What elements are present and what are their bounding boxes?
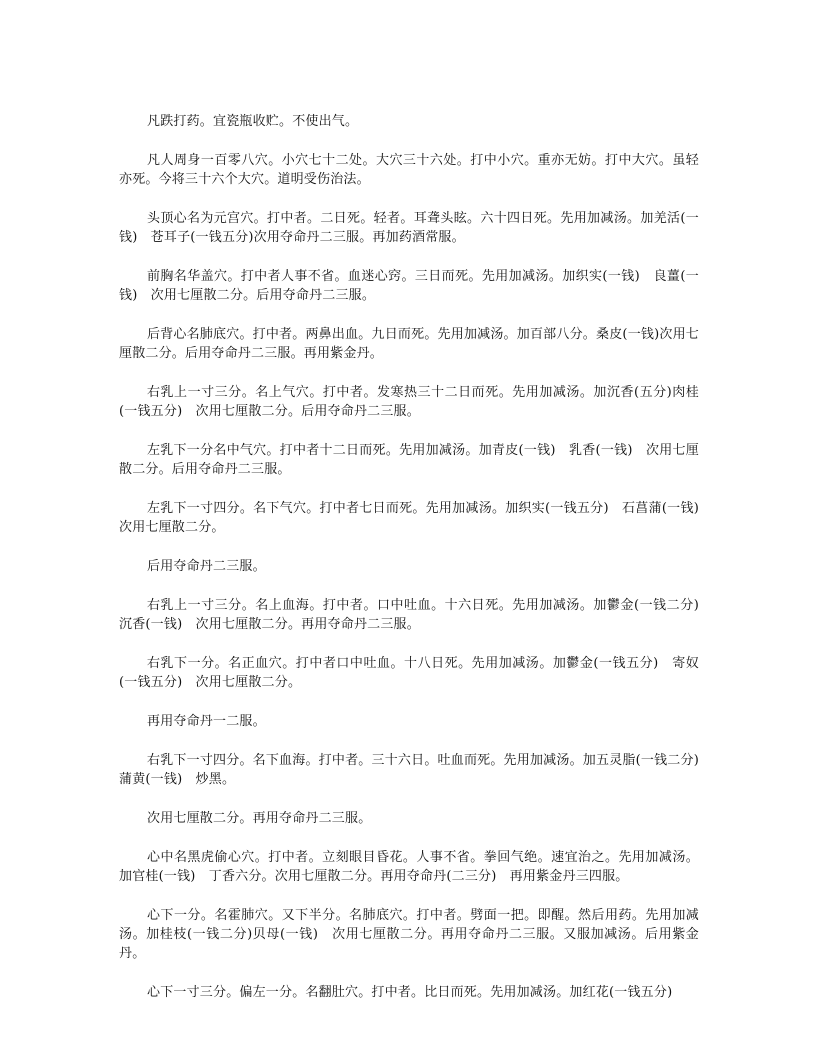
paragraph: 右乳下一寸四分。名下血海。打中者。三十六日。吐血而死。先用加减汤。加五灵脂(一钱二分) 蒲黄(一钱) 炒黑。 — [119, 753, 713, 787]
paragraph: 再用夺命丹一二服。 — [147, 714, 266, 729]
paragraph: 头顶心名为元宫穴。打中者。二日死。轻者。耳聋头眩。六十四日死。先用加减汤。加羌活(一钱) 苍耳子(一钱五分)次用夺命丹二三服。再加药酒常服。 — [119, 211, 699, 245]
paragraph: 次用七厘散二分。再用夺命丹二三服。 — [147, 811, 372, 826]
paragraph: 左乳下一寸四分。名下气穴。打中者七日而死。先用加减汤。加织实(一钱五分) 石菖蒲(一钱) 次用七厘散二分。 — [119, 501, 713, 535]
paragraph: 凡跌打药。宜瓷瓶收贮。不使出气。 — [147, 114, 359, 129]
paragraph: 心中名黑虎偷心穴。打中者。立刻眼目昏花。人事不省。拳回气绝。速宜治之。先用加减汤。加官桂(一钱) 丁香六分。次用七厘散二分。再用夺命丹(二三分) 再用紫金丹三四服。 — [119, 850, 699, 884]
paragraph: 右乳上一寸三分。名上血海。打中者。口中吐血。十六日死。先用加减汤。加鬱金(一钱二分) 沉香(一钱) 次用七厘散二分。再用夺命丹二三服。 — [119, 598, 713, 632]
paragraph: 凡人周身一百零八穴。小穴七十二处。大穴三十六处。打中小穴。重亦无妨。打中大穴。虽轻亦死。今将三十六个大穴。道明受伤治法。 — [119, 153, 699, 187]
paragraph: 心下一寸三分。偏左一分。名翻肚穴。打中者。比日而死。先用加减汤。加红花(一钱五分) — [147, 985, 673, 1000]
paragraph: 心下一分。名霍肺穴。又下半分。名肺底穴。打中者。劈面一把。即醒。然后用药。先用加减汤。加桂枝(一钱二分)贝母(一钱) 次用七厘散二分。再用夺命丹二三服。又服加减汤。后用紫金丹。 — [119, 908, 699, 961]
document-body — [119, 112, 713, 1022]
paragraph: 右乳下一分。名正血穴。打中者口中吐血。十八日死。先用加减汤。加鬱金(一钱五分) 寄奴(一钱五分) 次用七厘散二分。 — [119, 656, 699, 690]
paragraph: 左乳下一分名中气穴。打中者十二日而死。先用加减汤。加青皮(一钱) 乳香(一钱) 次用七厘散二分。后用夺命丹二三服。 — [119, 443, 699, 477]
paragraph: 右乳上一寸三分。名上气穴。打中者。发寒热三十二日而死。先用加减汤。加沉香(五分)肉桂(一钱五分) 次用七厘散二分。后用夺命丹二三服。 — [119, 385, 699, 419]
paragraph: 后背心名肺底穴。打中者。两鼻出血。九日而死。先用加减汤。加百部八分。桑皮(一钱)次用七厘散二分。后用夺命丹二三服。再用紫金丹。 — [119, 327, 699, 361]
paragraph: 前胸名华盖穴。打中者人事不省。血迷心窍。三日而死。先用加减汤。加织实(一钱) 良薑(一钱) 次用七厘散二分。后用夺命丹二三服。 — [119, 269, 699, 303]
paragraph: 后用夺命丹二三服。 — [147, 559, 266, 574]
